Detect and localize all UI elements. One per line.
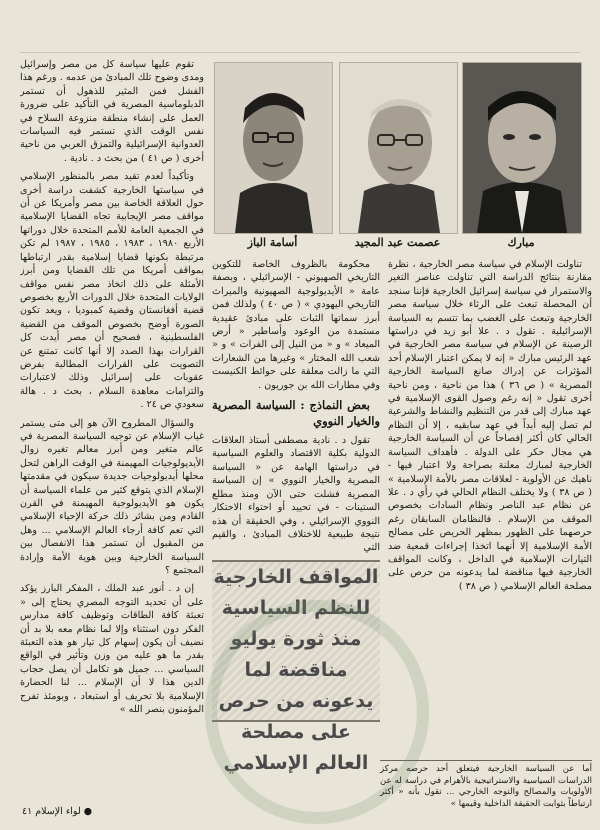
section-subheading: بعض النماذج : السياسة المصرية والخيار النووي xyxy=(212,398,380,429)
caption-esmat-abdel-meguid: عصمت عبد المجيد xyxy=(354,236,441,249)
left-paragraph-4: إن د . أنور عبد الملك ، المفكر البارز يؤكد على أن تحديد التوجه المصري يحتاج إلى « تعبئة كافة الطاقات وتوظيف كافة مدارس الفكر دون استثناء وإلا لما نظام معه بلا بد أن نضيف أن يكون إسهام كل تيار هو هذه التعبئة بقدر ما هو عليه من وزن وتأثير في الواقع السياسي ... جميل هو تكامل أن يصل حجاب الدين هذا لا أن الإسلام ... لنا الحضارة الإسلامية بلا تحريف أو استبعاد ، وبومئذ تفرح المؤمنون بنصر الله » xyxy=(20,583,204,716)
middle-paragraph-1: محكومة بالظروف الخاصة للتكوين التاريخي الصهيوني - الإسرائيلي ، وبصفة عامة « الأيديولوجية الصهيونية والميراث التاريخي اليهودي » ( ص ٤٠ ) ولذلك فمن أبرز سماتها الثبات على مبادئ عقيدية مستمدة من الوعود وأساطير « أرض الميعاد » و « من النيل إلى الفرات » و « شعب الله المختار » وغيرها من الشعارات التي ما زالت معلقة على حوائط الكنيست وفي مطارات الله بن جوريون . xyxy=(212,259,380,391)
portrait-mubarak-icon xyxy=(463,63,581,233)
photo-esmat-abdel-meguid xyxy=(339,62,458,234)
portrait-esmat-abdel-meguid-icon xyxy=(340,63,457,233)
right-column xyxy=(388,258,592,756)
caption-mubarak: مبارك xyxy=(507,236,535,249)
left-paragraph-1: تقوم عليها سياسة كل من مصر وإسرائيل ومدى وضوح تلك المبادئ من عدمه . ورغم هذا الفشل فمن المثير للذهول أن تستمر الدبلوماسية المصرية في التأكيد على ضرورة العمل على إنشاء منطقة منزوعة السلاح في نفس الوقت الذي تستمر فيه السياسات العدوانية الإسرائيلية والتمزق العربي من ناحية أخرى ( ص ٤١ ) من بحث د . نادية . xyxy=(20,59,204,164)
middle-column xyxy=(212,258,380,554)
footnote: أما عن السياسة الخارجية فيتعلق أحد حرصه مركز الدراسات السياسية والاستراتيجية بالأهرام في دراسة له عن الأولويات والمصالح والتوجه الخارجي ... تقول بأنه « أكثر ارتباطاً بثوابت الحقيقة الداخلية وقيمها » xyxy=(380,760,592,810)
caption-osama-el-baz: أسامة الباز xyxy=(247,236,298,249)
photo-osama-el-baz xyxy=(214,62,333,234)
right-paragraph-1: تناولت الإسلام في سياسة مصر الخارجية ، نظرة مقارنة بنتائج الدراسة التي تناولت عناصر التغير والاستمرار في سياسة إسرائيل الخارجية فإننا سنجد أن المحصلة تبعث على الرثاء خلال سياسة مصر الخارجية وتبعث على الغضب بما تتسم به السياسة الإسرائيلية . تقول د . علا أبو زيد في دراستها الرصينة عن الإسلام في سياسة مصر الخارجية في عهد الرئيس مبارك « إنه لا يمكن اعتبار الإسلام أحد المؤثرات عن إدراك صانع السياسة الخارجية المصرية » ( ص ٣٦ ) هذا من ناحية ، ومن ناحية أخرى تقول « إنه رغم وصول القوى الإسلامية في عهد مبارك إلى قدر من التنظيم والنشاط والشرعية لم تصل إليه أبداً في عهد سابقيه ، إلا أن النظام الحالي كان أكثر إفصاحاً عن أن السياسة الخارجية هي مجال حكر على الدولة . فأهداف السياسة الخارجية لمبارك معلنة بصراحة ولا اعتبار فيها - ناهيك عن الأولوية - لعلاقات مصر بالأمة الإسلامية » ( ص ٣٨ ) ولا يختلف النظام الحالي في رأي د . علا عن نظام عبد الناصر ونظام السادات بخصوص الموقف من الإسلام . فالنظامان السابقان رغم حرصهما على الظهور بمظهر الحريص على مصالح الأمة الإسلامية إلا أنهما اتخذا إجراءات قمعية ضد التيارات الإسلامية في الداخل ، وكانت المواقف الخارجية فيها مناقضة لما يدعونه من حرص على مصلحة العالم الإسلامي ( ص ٣٨ ) xyxy=(388,259,592,592)
portrait-osama-el-baz-icon xyxy=(215,63,332,233)
page-footer: ● لواء الإسلام ٤١ xyxy=(22,806,93,817)
photo-mubarak xyxy=(462,62,582,234)
pull-quote: المواقف الخارجية للنظم السياسية منذ ثورة يوليو مناقضة لما يدعونه من حرص على مصلحة العالم الإسلامي xyxy=(212,560,380,722)
top-rule xyxy=(20,52,580,53)
middle-paragraph-2: تقول د . نادية مصطفى أستاذ العلاقات الدولية بكلية الاقتصاد والعلوم السياسية في دراستها الهامة عن « السياسة المصرية والخيار النووي » إن السياسة المصرية فشلت حتى الآن ومنذ مطلع الستينات - في تحييد أو احتواء الاحتكار النووي الإسرائيلي ، وفي الحقيقة أن هذه نتيجة طبيعية للاختلاف المبادئ ، والقيم التي xyxy=(212,435,380,554)
left-column xyxy=(20,58,204,798)
left-paragraph-2: وتأكيداً لعدم تقيد مصر بالمنظور الإسلامي في سياستها الخارجية كشفت دراسة أخرى حول العلاقة الخاصة بين مصر وأمريكا عن أن مواقف مصر الإيجابية تجاه القضايا الإسلامية في الجمعية العامة للأمم المتحدة خلال دوراتها الأربع ١٩٨٠ ، ١٩٨٣ ، ١٩٨٥ ، ١٩٨٧ لم تكن مرتبطة بكونها قضايا إسلامية بقدر ارتباطها بمواقف أمريكا من تلك القضايا ومن أبرز الأمثلة على ذلك اتخاذ مصر نفس مواقف الولايات المتحدة خلال الدورات الأربع بخصوص قضية أفغانستان وقضية كمبوديا ، ويعد تكون الصورة أوضح بخصوص الموقف من القضية الفلسطينية ، فصحيح أن مصر أيدت كل القرارات بهذا الصدد إلا أنها كانت تمتنع عن التصويت على القرارات المطالبة بفرض عقوبات على إسرائيل وذلك لاعتبارات والتزامات معاهدة السلام ، بحث د . هالة سعودي ص ٢٤ . xyxy=(20,171,204,411)
left-paragraph-3: والسؤال المطروح الآن هو إلى متى يستمر غياب الإسلام عن توجيه السياسة المصرية في عالم متغير ومن أبرز معالم تغيره زوال الأيديولوجيات المهيمنة في الوقت الراهن لتحل محلها أيديولوجيات جديدة سيكون في مقدمتها الإسلام الذي يتوقع كثير من علماء السياسة أن يكون هو الأيديولوجية المهيمنة في القرن القادم ومن بشائر ذلك حركة الإحياء الإسلامي التي تعم كافة أرجاء العالم الإسلامي ... وهل من المقبول أن تستمر هذا الانفصال بين السياسة الخارجية وبين هوية الأمة وإرادة المجتمع ؟ xyxy=(20,417,204,577)
